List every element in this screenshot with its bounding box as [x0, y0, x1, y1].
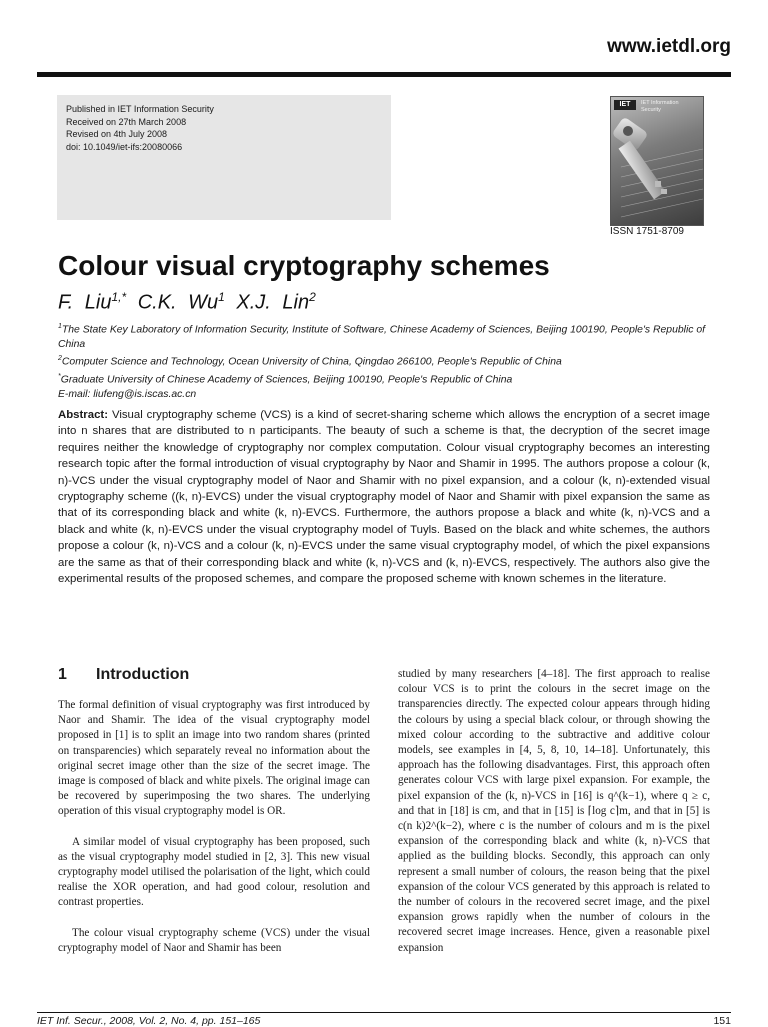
section-number: 1 — [58, 666, 67, 683]
abstract-label: Abstract: — [58, 409, 109, 421]
affiliation-item: *Graduate University of Chinese Academy of Sciences, Beijing 100190, People's Republic of China — [58, 373, 513, 386]
author-name: X.J. Lin — [236, 291, 310, 314]
journal-cover-image — [610, 96, 704, 226]
received-date-line: Received on 27th March 2008 — [66, 116, 187, 127]
affiliation-item: $^2$Computer Science and Technology, Ocean University of China, Qingdao 266100, People's Republic of China — [58, 355, 562, 368]
author-email[interactable]: E-mail: liufeng@is.iscas.ac.cn — [58, 389, 197, 401]
author-name: F. Liu — [58, 291, 112, 314]
body-paragraph: A similar model of visual cryptography has been proposed, such as the visual cryptography model studied in [2, 3]. This new visual cryptography model utilised the polarisation of the light, which could realise the XOR operation, and had good colour, resolution and contrast properties. — [58, 835, 370, 909]
author-affiliation-mark: 1 — [218, 290, 225, 304]
body-paragraph: The colour visual cryptography scheme (VCS) under the visual cryptography model of Naor and Shamir has been — [58, 926, 370, 954]
published-in-line: Published in IET Information Security — [66, 104, 214, 114]
body-paragraph: The formal definition of visual cryptography was first introduced by Naor and Shamir. The idea of the visual cryptography model proposed in [1] is to split an image into two random shares (printed on transparencies) which separately reveal no information about the original secret image other than the size of the secret image. The image is composed of black and white pixels. The original image can be recovered by superimposing the two shares. The underlying operation of this visual cryptography model is OR. — [58, 699, 370, 818]
abstract — [58, 407, 710, 587]
revised-date-line: Revised on 4th July 2008 — [66, 129, 168, 139]
author-list — [58, 290, 316, 315]
header-rule — [37, 72, 731, 77]
paper-title: Colour visual cryptography schemes — [58, 250, 550, 281]
issn-number: ISSN 1751-8709 — [610, 226, 684, 237]
affiliation-item: $^1$The State Key Laboratory of Information Security, Institute of Software, Chinese Academy of Sciences, Beijing 100190, People's Republic of China — [58, 323, 705, 350]
site-url-link[interactable]: www.ietdl.org — [607, 36, 731, 57]
iet-logo: IET — [614, 100, 636, 110]
author-affiliation-mark: 2 — [309, 290, 316, 304]
body-column-right — [398, 667, 710, 971]
key-illustration — [611, 97, 703, 225]
doi-line: doi: 10.1049/iet-ifs:20080066 — [66, 141, 183, 152]
publication-info-box — [57, 95, 391, 220]
section-heading-introduction — [58, 666, 189, 684]
section-title: Introduction — [96, 666, 190, 683]
footer-rule — [37, 1012, 731, 1013]
affiliation-list — [58, 320, 718, 403]
journal-citation: IET Inf. Secur., 2008, Vol. 2, No. 4, pp. 151–165 — [37, 1015, 261, 1027]
author-affiliation-mark: 1,* — [111, 290, 127, 304]
author-name: C.K. Wu — [137, 291, 219, 314]
abstract-text: Visual cryptography scheme (VCS) is a kind of secret-sharing scheme which allows the encryption of a secret image into n shares that are distributed to n participants. The beauty of such a scheme is that, the decryption of the secret image requires neither the knowledge of cryptography nor complex computation. Colour visual cryptography becomes an interesting research topic after the formal introduction of visual cryptography by Naor and Shamir in 1995. The authors propose a colour (k, n)-VCS under the visual cryptography model of Naor and Shamir with no pixel expansion, and a colour (k, n)-extended visual cryptography scheme ((k, n)-EVCS) under the visual cryptography model of Naor and Shamir with pixel expansion the same as that of its corresponding black and white (k, n)-EVCS. Furthermore, the authors propose a black and white (k, n)-VCS and a black and white (k, n)-EVCS under the visual cryptography model of Tuyls. Based on the black and white schemes, the authors propose a colour (k, n)-VCS and a colour (k, n)-EVCS under the same visual cryptography model, of which the pixel expansions are the same as that of their corresponding black and white (k, n)-VCS and (k, n)-EVCS, respectively. The authors also give the experimental results of the proposed schemes, and compare the proposed scheme with known schemes in the literature. — [58, 409, 711, 586]
body-paragraph: studied by many researchers [4–18]. The first approach to realise colour VCS is to print the colours in the secret image on the transparencies directly. The expected colour appears through hiding the colours by using a special black colour, or through showing the mixed colour according to the subtractive and additive colour models, see examples in [4, 5, 8, 10, 14–18]. Unfortunately, this approach has the following disadvantages. First, this approach often generates colour VCS with large pixel expansion. For example, the pixel expansion of the (k, n)-VCS in [16] is q^(k−1), where q ≥ c, and that in [18] is cm, and that in [15] is ⌈log c⌉m, and that in [5] is c(n k)2^(k−2), where c is the number of colours and m is the pixel expansion of the corresponding black and white (k, n)-VCS that applied as the building blocks. Secondly, this approach can only represent a small number of colours, the reason being that the pixel expansion of the colour VCS generated by this approach is related to the number of colours in the recovered secret image, and the pixel expansion grows rapidly when the number of colours in the recovered secret image increases. Hence, given a reasonable pixel expansion — [398, 668, 710, 954]
journal-cover-title: IET Information Security — [641, 100, 679, 113]
body-column-left — [58, 698, 370, 971]
page-number: 151 — [713, 1015, 731, 1027]
